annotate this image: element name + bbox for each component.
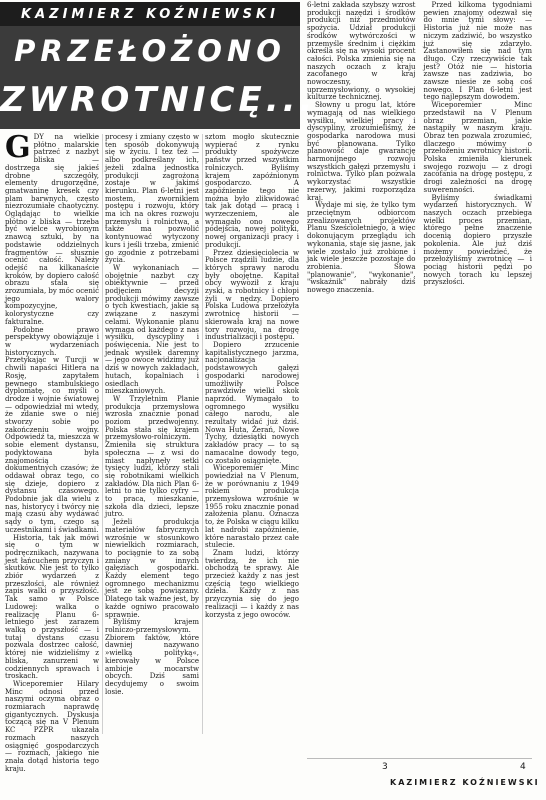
paragraph: procesy i zmiany często w ten sposób dokonywują się w życiu. I tez też — albo podkreślany ich, jeżeli zdalna jednostka produkcji zagrożona zostaje w jakimś kierunku. Plan 6-letni jest mostem, zwornikiem postępu i rozwoju, który ma ich na okres rozwoju przemysłu i rolnictwa, a także ma pozwolić kontynuować wytyczony kurs i jeśli trzeba, zmienić go zgodnie z potrzebami życia. — [105, 133, 199, 265]
paragraph: Wiceporemier Minc przedstawił na V Plenum obraz przemian, jakie nastąpiły w naszym kraju. Obraz ten pozwala zrozumieć, dlaczego mówimy o przełożeniu zwrotnicy historii. Polska zmieniła kierunek swojego rozwoju — z drogi zacofania na drogę postępu, z drogi zależności na drogę suwerenności. — [423, 101, 532, 194]
column-divider — [202, 134, 203, 734]
paragraph: W wykonaniach — obojętnie nazbyt czy obiektywnie — przed podjęciem decyzji produkcji mówimy zawsze o tych kwestiach, jakie są związane z naszymi celami. Wykonanie planu wymaga od każdego z nas wysiłku, dyscypliny i poświęcenia. Nie jest to jednak wysiłek daremny — jego owoce widzimy już dziś w nowych zakładach, hutach, kopalniach i osiedlach mieszkaniowych. — [105, 263, 199, 396]
author-header-bar — [0, 2, 300, 26]
article-title-line1: PRZEŁOŻONO — [14, 34, 286, 68]
paragraph: Byliśmy świadkami wydarzeń historycznych. W naszych oczach przebiega wielki proces przemian, którego pełne znaczenie docenią dopiero przyszłe pokolenia. Ale już dziś możemy powiedzieć, że przełożyliśmy zwrotnicę — i pociąg historii pędzi po nowych torach ku lepszej przyszłości. — [423, 193, 532, 287]
title-box — [0, 26, 317, 129]
two-column-text — [307, 2, 532, 722]
text-column-2 — [105, 134, 199, 740]
paragraph: W Trzyletnim Planie produkcja przemysłowa wzrosła znacznie ponad poziom przedwojenny. Polska stała się krajem przemysłowo-rolniczym. Zmieniła się struktura społeczna — z wsi do miast napłynęły setki tysięcy ludzi, którzy stali się robotnikami wielkich zakładów. Dla nich Plan 6-letni to nie tylko cyfry — to praca, mieszkanie, szkoła dla dzieci, lepsze jutro. — [105, 394, 199, 519]
author-byline: KAZIMIERZ KOŹNIEWSKI — [390, 778, 540, 787]
text-column-right-page — [307, 2, 532, 740]
article-title-line2: ZWROTNICĘ... — [0, 80, 317, 120]
drop-cap: G — [5, 130, 31, 165]
paragraph: Podobne prawo perspektywy obowiązuje i w wydarzeniach historycznych. Przetykając w Turcji w chwili napaści Hitlera na Rosję, zapytałem pewnego stambulskiego dyplomatę, co myśli o drodze i wojnie światowej — odpowiedział mi wtedy, że zdanie swe o niej stworzy sobie po zakończeniu wojny. Odpowiedź ta, mieszcza w sobie element dystansu, podyktowana była znajomością dokumentnych czasów; że oddawał obraz tego, co się dzieje, dopiero z dystansu czasowego. Podobnie jak dla wielu z nas, historycy i twórcy nie mają czasu aby wydawać sądy o tym, czego są uczestnikami i świadkami. — [5, 325, 99, 534]
paragraph: Słowny u progu lat, które wymagają od nas wielkiego wysiłku, wielkiej pracy i dyscypliny, zrozumieliśmy, że gospodarka narodowa musi być planowana. Tylko planowość daje gwarancję harmonijnego rozwoju wszystkich gałęzi przemysłu i rolnictwa. Tylko plan pozwala wykorzystać wszystkie rezerwy, jakimi rozporządza kraj. — [307, 101, 416, 202]
paragraph: Znam ludzi, którzy twierdzą, że ich nie obchodzą te sprawy. Ale przecież każdy z nas jest częścią tego wielkiego dzieła. Każdy z nas przyczynia się do jego realizacji — i każdy z nas korzysta z jego owoców. — [205, 548, 299, 619]
page-number-left: 3 — [382, 762, 388, 772]
text-column-3 — [205, 134, 299, 740]
paragraph: Wydaje mi się, że tylko tym przeciętnym odbiorcom zrealizowanych projektów Planu Sześcioletniego, a więc dokonującym przeglądu ich wykonania, staje się jasne, jak wiele zostało już zrobione i jak wiele jeszcze pozostaje do zrobienia. Słowa "planowanie", "wykonanie", "wskaźnik" nabrały dziś nowego znaczenia. — [307, 201, 416, 295]
paragraph: Przez dziesięciolecia w Polsce rządzili ludzie, dla których sprawy narodu były obojętne. Kapitał obcy wywoził z kraju zyski, a robotnicy i chłopi żyli w nędzy. Dopiero Polska Ludowa przełożyła zwrotnicę historii — skierowała kraj na nowe tory rozwoju, na drogę industrializacji i postępu. — [205, 248, 299, 342]
paragraph: 6-letni zakłada szybszy wzrost produkcji nazędzi i środków produkcji niż przedmiotów spożycia. Udział produkcji środków wytwórczości w przemyśle średnim i ciężkim określa się na wysoki procent całości. Polska zmienia się na naszych oczach z kraju zacofanego w kraj nowoczesny, uprzemysłowiony, o wysokiej kulturze technicznej. — [307, 1, 416, 102]
text-column-1 — [5, 130, 99, 773]
paragraph: DY na wielkie płótno malarskie patrzeć z nazbyt bliska — dostrzega się jakieś drobne szczegóły, elementy drugorzędne, gmatwaninę kresek czy plam barwnych, często niezrozumiałe chaotyczny. Oglądając to wielkie płótno z bliska — trzeba być wielce wyrobionym znawcą sztuki, by na podstawie oddzielnych fragmentów — słusznie ocenić całość. Należy odejść na kilkanaście kroków, by dopiero całość obrazu stała się zrozumiała, by móc ocenić jego walory kompozycyjne, kolorystyczne czy fakturalne. — [5, 133, 99, 326]
paragraph: Przed kilkoma tygodniami pewien znajomy odezwał się do mnie tymi słowy: — Historia już nie może nas niczym zadziwić, bo wszystko już się zdarzyło. Zastanowiłem się nad tym długo. Czy rzeczywiście tak jest? Otóż nie — historia zawsze nas zadziwia, bo zawsze niesie ze sobą coś nowego. I Plan 6-letni jest tego najlepszym dowodem. — [423, 1, 532, 102]
paragraph: sztom mogło skutecznie wypierać z rynku produkty spożywcze państw przed wszystkim rolniczych. Byliśmy krajem zapóźnionym gospodarczo. A zapóźnienie tego nie można było zlikwidować tak jak dotąd — pracą i wyrzeczeniem, ale wymagało ono nowego podejścia, nowej polityki, nowej organizacji pracy i produkcji. — [205, 133, 299, 249]
paragraph: Dopiero zrzucenie kapitalistycznego jarzma, nacjonalizacja podstawowych gałęzi gospodarki narodowej umożliwiły Polsce prawdziwie wielki skok naprzód. Wymagało to ogromnego wysiłku całego narodu, ale rezultaty widać już dziś. Nowa Huta, Żerań, Nowe Tychy, dziesiątki nowych zakładów pracy — to są namacalne dowody tego, co zostało osiągnięte. — [205, 340, 299, 465]
bottom-divider — [307, 758, 532, 759]
author-name-top: KAZIMIERZ KOŹNIEWSKI — [21, 6, 279, 22]
page-number-right: 4 — [520, 762, 526, 772]
column-divider — [102, 134, 103, 734]
paragraph: Wiceporemier Minc powiedział na V Plenum, że w porównaniu z 1949 rokiem produkcja przemysłowa wzrośnie w 1955 roku znacznie ponad założenia planu. Oznacza to, że Polska w ciągu kilku lat nadrobi zapóźnienie, które narastało przez całe stulecie. — [205, 464, 299, 550]
paragraph: Byliśmy krajem rolniczo-przemysłowym. Zbiorem faktów, które dawniej nazywano »wielką polityką«, kierowały w Polsce ambicje mocarstw obcych. Dziś sami decydujemy o swoim losie. — [105, 618, 199, 696]
paragraph: Jeżeli produkcja materiałów fabrycznych wzrośnie w stosunkowo niewielkich rozmiarach, to pociągnie to za sobą zmiany w innych gałęziach gospodarki. Każdy element tego ogromnego mechanizmu jest ze sobą powiązany. Dlatego tak ważne jest, by każde ogniwo pracowało sprawnie. — [105, 518, 199, 619]
paragraph: Historia, tak jak mówi się o tym w podręcznikach, nazywana jest łańcuchem przyczyn i skutków. Nie jest to tylko zbiór wydarzeń z przeszłości, ale również zapis walki o przyszłość. Tak samo w Polsce Ludowej: walka o realizację Planu 6-letniego jest zarazem walką o przyszłość — i tutaj dystans czasu pozwala dostrzec całość, której nie widzieliśmy z bliska, zanurzeni w codziennych sprawach i troskach. — [5, 533, 99, 681]
paragraph: Wiceporemier Hilary Minc odnosi przed naszymi oczyma obraz o rozmiarach naprawdę gigantycznych. Dyskusja toczącą się na V Plenum KC PZPR ukazała rozmach naszych osiągnięć gospodarczych — rozmach, jakiego nie znała dotąd historia tego kraju. — [5, 679, 99, 773]
